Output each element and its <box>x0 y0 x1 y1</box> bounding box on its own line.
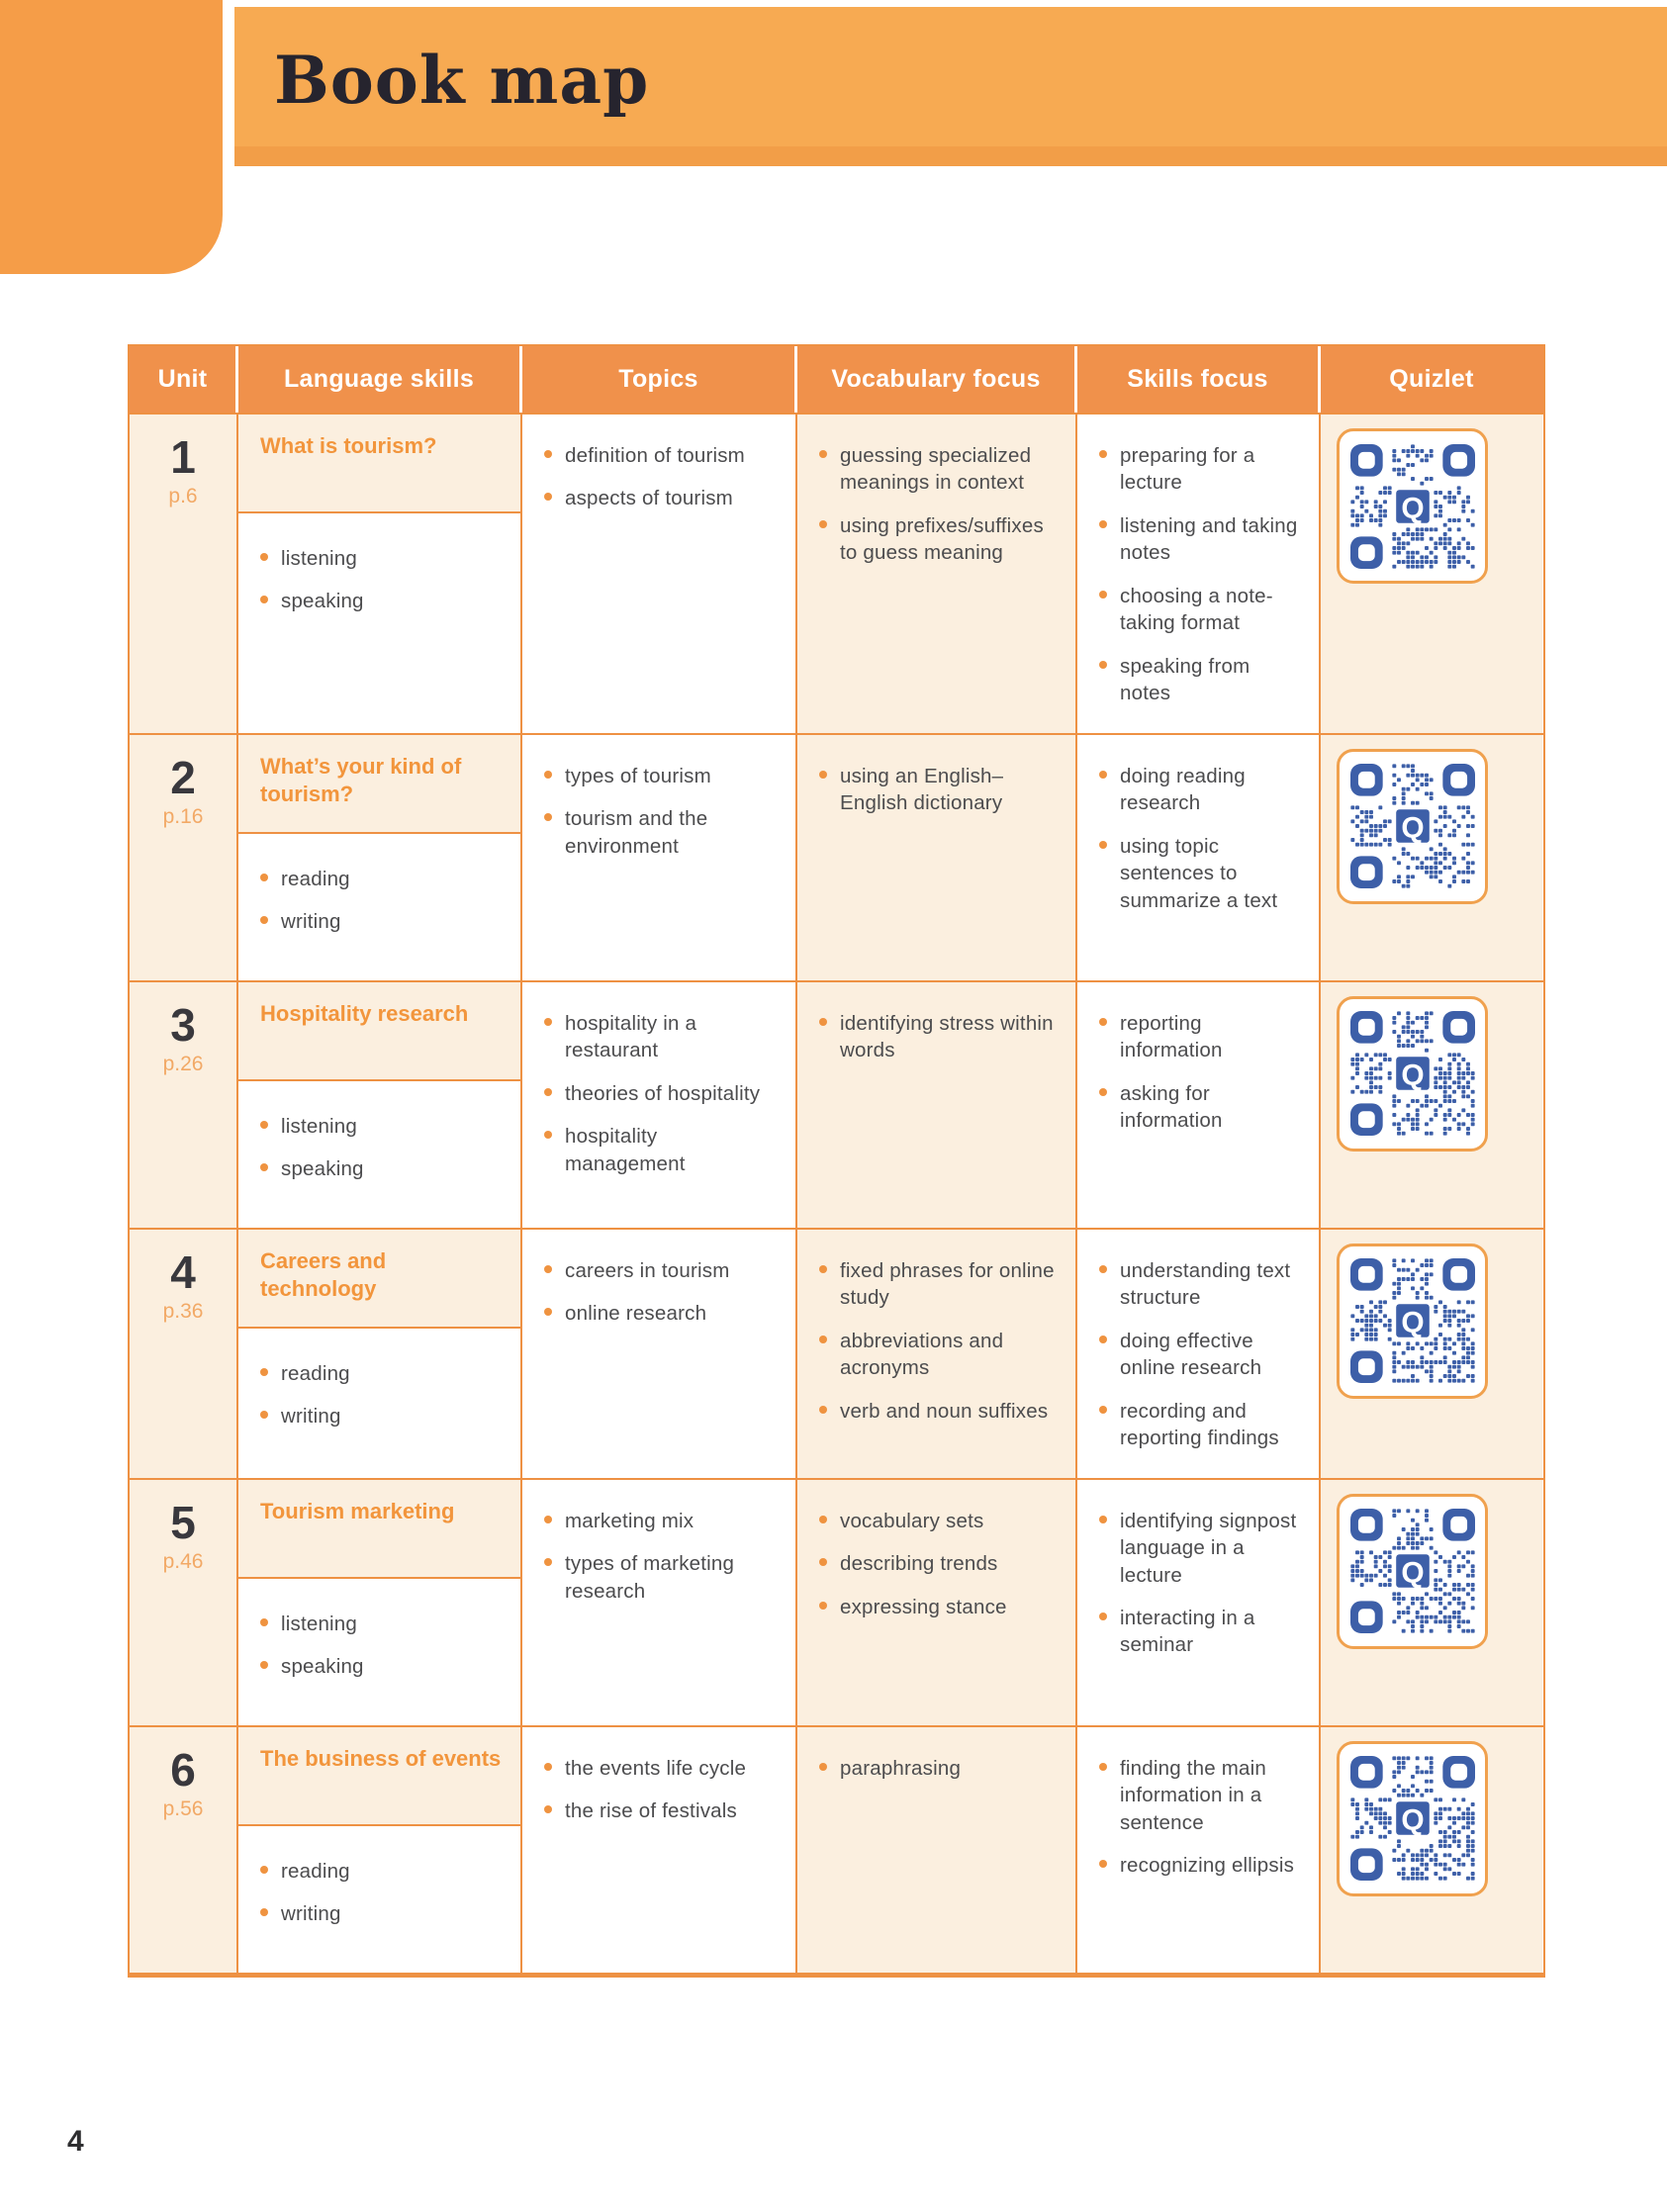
language-skills-item-text: reading <box>281 1859 350 1883</box>
skills-focus-item-text: listening and taking notes <box>1120 513 1298 565</box>
unit-cell <box>130 982 238 1228</box>
skills-focus-item-text: preparing for a lecture <box>1120 444 1255 495</box>
bullet-item <box>260 1653 507 1680</box>
quizlet-cell <box>1321 1727 1542 1973</box>
column-header-language-skills: Language skills <box>238 346 522 413</box>
skills-focus-item-text: doing reading research <box>1120 764 1246 815</box>
skills-focus-item-text: understanding text structure <box>1120 1258 1291 1310</box>
language-skills-list <box>238 1579 520 1706</box>
skills-focus-cell <box>1077 735 1321 980</box>
bullet-item <box>819 1257 1062 1312</box>
vocabulary-focus-item-text: abbreviations and acronyms <box>840 1329 1004 1380</box>
topics-item-text: hospitality management <box>565 1125 686 1175</box>
quizlet-qr-code-icon <box>1350 1756 1475 1881</box>
topics-list <box>522 735 795 885</box>
topics-cell <box>522 982 797 1228</box>
vocabulary-focus-item-text: paraphrasing <box>840 1756 962 1780</box>
topics-cell <box>522 1480 797 1725</box>
bullet-dot-icon <box>544 1516 552 1523</box>
skills-focus-cell <box>1077 415 1321 733</box>
unit-page-ref: p.6 <box>168 485 198 507</box>
bullet-item <box>1099 763 1305 817</box>
unit-title-box <box>238 1230 520 1329</box>
bullet-item <box>544 1550 782 1605</box>
vocabulary-focus-item-text: vocabulary sets <box>840 1509 984 1532</box>
bullet-dot-icon <box>1099 1018 1107 1026</box>
language-skills-list <box>238 1329 520 1456</box>
skills-focus-item-text: using topic sentences to summarize a text <box>1120 834 1278 912</box>
skills-focus-list <box>1077 1480 1319 1685</box>
bullet-dot-icon <box>544 450 552 458</box>
unit-number: 2 <box>170 751 196 803</box>
bullet-item <box>260 1900 507 1927</box>
bullet-dot-icon <box>544 1805 552 1813</box>
skills-focus-item-text: asking for information <box>1120 1081 1223 1133</box>
vocabulary-focus-list <box>797 1480 1075 1646</box>
skills-focus-item-text: interacting in a seminar <box>1120 1606 1255 1657</box>
quizlet-logo-letter: Q <box>1400 811 1425 845</box>
bullet-dot-icon <box>1099 520 1107 528</box>
unit-cell <box>130 1727 238 1973</box>
bullet-dot-icon <box>819 1763 827 1771</box>
vocabulary-focus-cell <box>797 1480 1077 1725</box>
unit-page-ref: p.16 <box>162 804 204 828</box>
topics-item-text: definition of tourism <box>565 444 745 467</box>
bullet-item <box>544 442 782 469</box>
column-header-vocabulary-focus: Vocabulary focus <box>797 346 1077 413</box>
unit-page-ref: p.46 <box>162 1549 204 1573</box>
bullet-dot-icon <box>1099 1265 1107 1273</box>
topics-item-text: types of tourism <box>565 764 711 787</box>
language-skills-item-text: listening <box>281 1612 358 1635</box>
bullet-dot-icon <box>260 1411 268 1419</box>
bullet-item <box>544 1300 782 1327</box>
bullet-dot-icon <box>544 1763 552 1771</box>
skills-focus-cell <box>1077 1230 1321 1478</box>
vocabulary-focus-item-text: verb and noun suffixes <box>840 1399 1049 1423</box>
bullet-dot-icon <box>260 1866 268 1874</box>
unit-number: 6 <box>170 1743 196 1796</box>
skills-focus-item-text: recording and reporting findings <box>1120 1399 1279 1450</box>
unit-title: What’s your kind of tourism? <box>260 753 462 807</box>
language-skills-cell <box>238 1727 522 1973</box>
bullet-item <box>544 1257 782 1284</box>
unit-title-box <box>238 415 520 513</box>
unit-number: 1 <box>170 431 196 483</box>
language-skills-item-text: listening <box>281 547 358 570</box>
table-row <box>130 980 1543 1228</box>
quizlet-qr-code-icon <box>1350 1509 1475 1633</box>
bullet-dot-icon <box>819 1406 827 1414</box>
quizlet-cell <box>1321 1230 1542 1478</box>
topics-item-text: theories of hospitality <box>565 1081 761 1105</box>
vocabulary-focus-cell <box>797 1727 1077 1973</box>
bullet-item <box>260 1403 507 1429</box>
bullet-item <box>1099 1257 1305 1312</box>
quizlet-qr-code-icon <box>1350 1258 1475 1383</box>
quizlet-qr-panel <box>1337 996 1488 1152</box>
topics-item-text: aspects of tourism <box>565 487 733 510</box>
bullet-dot-icon <box>544 1131 552 1139</box>
bullet-item <box>260 588 507 614</box>
unit-number: 4 <box>170 1245 196 1298</box>
topics-item-text: online research <box>565 1302 707 1326</box>
bullet-dot-icon <box>1099 1763 1107 1771</box>
bullet-dot-icon <box>1099 661 1107 669</box>
bullet-dot-icon <box>260 596 268 603</box>
bullet-dot-icon <box>544 813 552 821</box>
vocabulary-focus-item-text: using prefixes/suffixes to guess meaning <box>840 513 1044 565</box>
topics-item-text: marketing mix <box>565 1509 695 1532</box>
unit-page-ref: p.36 <box>162 1299 204 1323</box>
column-header-quizlet: Quizlet <box>1389 365 1474 393</box>
bullet-dot-icon <box>1099 1406 1107 1414</box>
bullet-dot-icon <box>260 1121 268 1129</box>
unit-title: Careers and technology <box>260 1247 387 1302</box>
unit-cell <box>130 1230 238 1478</box>
bullet-dot-icon <box>260 1163 268 1171</box>
bullet-item <box>544 763 782 789</box>
bullet-dot-icon <box>260 1368 268 1376</box>
quizlet-qr-code-icon <box>1350 1011 1475 1136</box>
language-skills-item-text: writing <box>281 1405 341 1429</box>
quizlet-cell <box>1321 735 1542 980</box>
bullet-dot-icon <box>819 1558 827 1566</box>
column-header-skills-focus: Skills focus <box>1077 346 1321 413</box>
page-title: Book map <box>274 42 650 119</box>
unit-page-ref: p.26 <box>162 1052 204 1075</box>
topics-cell <box>522 1230 797 1478</box>
topics-list <box>522 1230 795 1353</box>
bullet-item <box>819 1010 1062 1064</box>
language-skills-list <box>238 513 520 641</box>
vocabulary-focus-item-text: identifying stress within words <box>840 1011 1054 1062</box>
vocabulary-focus-list <box>797 735 1075 843</box>
skills-focus-item-text: identifying signpost language in a lecture <box>1120 1509 1297 1587</box>
column-header-unit: Unit <box>130 346 238 413</box>
quizlet-qr-panel <box>1337 1741 1488 1896</box>
skills-focus-item-text: doing effective online research <box>1120 1329 1262 1380</box>
vocabulary-focus-list <box>797 1230 1075 1450</box>
vocabulary-focus-item-text: expressing stance <box>840 1595 1007 1618</box>
quizlet-qr-panel <box>1337 1244 1488 1399</box>
vocabulary-focus-cell <box>797 415 1077 733</box>
language-skills-item-text: speaking <box>281 1157 364 1181</box>
topics-cell <box>522 735 797 980</box>
topics-list <box>522 415 795 538</box>
topics-item-text: the events life cycle <box>565 1756 747 1780</box>
bullet-item <box>260 545 507 572</box>
bullet-dot-icon <box>260 553 268 561</box>
language-skills-cell <box>238 982 522 1228</box>
unit-page-ref: p.56 <box>162 1797 204 1820</box>
quizlet-qr-code-icon <box>1350 444 1475 569</box>
bullet-item <box>1099 833 1305 914</box>
bullet-item <box>260 1611 507 1637</box>
table-row <box>130 413 1543 733</box>
bullet-dot-icon <box>819 1018 827 1026</box>
language-skills-item-text: listening <box>281 1114 358 1138</box>
bullet-dot-icon <box>260 916 268 924</box>
header-accent-strip <box>234 146 1667 166</box>
bullet-dot-icon <box>544 771 552 779</box>
bullet-item <box>260 908 507 935</box>
bullet-item <box>544 485 782 511</box>
language-skills-list <box>238 1081 520 1209</box>
bullet-dot-icon <box>1099 1336 1107 1343</box>
unit-title: Hospitality research <box>260 1000 469 1026</box>
bullet-dot-icon <box>260 1908 268 1916</box>
topics-item-text: tourism and the environment <box>565 807 708 858</box>
bullet-item <box>1099 512 1305 567</box>
unit-cell <box>130 1480 238 1725</box>
vocabulary-focus-cell <box>797 1230 1077 1478</box>
table-row <box>130 1228 1543 1478</box>
skills-focus-cell <box>1077 982 1321 1228</box>
unit-number: 3 <box>170 998 196 1051</box>
skills-focus-list <box>1077 735 1319 940</box>
bullet-item <box>1099 1755 1305 1836</box>
skills-focus-item-text: speaking from notes <box>1120 654 1250 705</box>
bullet-dot-icon <box>1099 1613 1107 1620</box>
bullet-dot-icon <box>544 1265 552 1273</box>
vocabulary-focus-list <box>797 1727 1075 1807</box>
language-skills-item-text: writing <box>281 910 341 934</box>
bullet-dot-icon <box>819 771 827 779</box>
quizlet-qr-panel <box>1337 1494 1488 1649</box>
vocabulary-focus-list <box>797 982 1075 1090</box>
bullet-item <box>544 1080 782 1107</box>
bullet-dot-icon <box>1099 1088 1107 1096</box>
language-skills-cell <box>238 1480 522 1725</box>
skills-focus-list <box>1077 982 1319 1160</box>
bullet-item <box>819 1398 1062 1425</box>
bullet-item <box>819 1328 1062 1382</box>
topics-item-text: types of marketing research <box>565 1552 735 1603</box>
vocabulary-focus-cell <box>797 735 1077 980</box>
bullet-dot-icon <box>1099 1860 1107 1868</box>
bullet-item <box>1099 1328 1305 1382</box>
bullet-dot-icon <box>544 1018 552 1026</box>
bullet-item <box>544 1010 782 1064</box>
language-skills-item-text: speaking <box>281 1655 364 1679</box>
bullet-item <box>1099 1852 1305 1879</box>
bullet-item <box>1099 1010 1305 1064</box>
skills-focus-list <box>1077 1230 1319 1478</box>
bullet-item <box>819 1550 1062 1577</box>
bullet-dot-icon <box>819 1265 827 1273</box>
bullet-dot-icon <box>1099 841 1107 849</box>
language-skills-item-text: speaking <box>281 590 364 613</box>
language-skills-item-text: reading <box>281 867 350 890</box>
topics-cell <box>522 415 797 733</box>
bullet-item <box>260 1858 507 1885</box>
bullet-dot-icon <box>1099 1516 1107 1523</box>
bullet-item <box>1099 1080 1305 1135</box>
quizlet-qr-panel <box>1337 428 1488 584</box>
topics-list <box>522 1727 795 1851</box>
quizlet-cell <box>1321 415 1542 733</box>
bullet-item <box>544 1123 782 1177</box>
page-header <box>234 7 1667 146</box>
bullet-dot-icon <box>819 450 827 458</box>
bullet-dot-icon <box>544 1088 552 1096</box>
vocabulary-focus-item-text: using an English–English dictionary <box>840 764 1004 815</box>
table-row <box>130 1478 1543 1725</box>
bullet-dot-icon <box>1099 450 1107 458</box>
vocabulary-focus-cell <box>797 982 1077 1228</box>
language-skills-list <box>238 834 520 962</box>
bullet-item <box>819 1594 1062 1620</box>
bullet-dot-icon <box>819 1516 827 1523</box>
bullet-item <box>819 442 1062 497</box>
bullet-dot-icon <box>1099 591 1107 599</box>
quizlet-cell <box>1321 982 1542 1228</box>
skills-focus-list <box>1077 1727 1319 1905</box>
unit-title-box <box>238 1727 520 1826</box>
quizlet-logo-letter: Q <box>1400 1306 1425 1339</box>
bullet-item <box>544 1797 782 1824</box>
topics-item-text: the rise of festivals <box>565 1799 737 1823</box>
bullet-item <box>260 1360 507 1387</box>
language-skills-cell <box>238 415 522 733</box>
vocabulary-focus-list <box>797 415 1075 593</box>
unit-number: 5 <box>170 1496 196 1548</box>
bullet-item <box>819 1755 1062 1782</box>
vocabulary-focus-item-text: guessing specialized meanings in context <box>840 444 1032 495</box>
language-skills-item-text: reading <box>281 1361 350 1385</box>
bullet-item <box>1099 1605 1305 1659</box>
table-header-row <box>130 346 1543 413</box>
unit-title-box <box>238 982 520 1081</box>
topics-list <box>522 1480 795 1630</box>
bullet-dot-icon <box>819 1336 827 1343</box>
language-skills-cell <box>238 735 522 980</box>
language-skills-cell <box>238 1230 522 1478</box>
unit-cell <box>130 735 238 980</box>
quizlet-cell <box>1321 1480 1542 1725</box>
skills-focus-item-text: choosing a note-taking format <box>1120 584 1273 635</box>
quizlet-qr-code-icon <box>1350 764 1475 888</box>
quizlet-logo-letter: Q <box>1400 491 1425 524</box>
skills-focus-item-text: recognizing ellipsis <box>1120 1853 1295 1877</box>
skills-focus-cell <box>1077 1480 1321 1725</box>
bullet-item <box>1099 1398 1305 1452</box>
bullet-dot-icon <box>260 1661 268 1669</box>
bullet-item <box>260 866 507 892</box>
bullet-item <box>1099 1508 1305 1589</box>
unit-title: What is tourism? <box>260 433 437 458</box>
bullet-dot-icon <box>1099 771 1107 779</box>
unit-cell <box>130 415 238 733</box>
bullet-dot-icon <box>260 874 268 881</box>
bullet-dot-icon <box>260 1618 268 1626</box>
bullet-item <box>260 1113 507 1140</box>
topics-item-text: careers in tourism <box>565 1258 730 1282</box>
unit-title-box <box>238 1480 520 1579</box>
quizlet-qr-panel <box>1337 749 1488 904</box>
unit-title: The business of events <box>260 1745 502 1771</box>
bullet-item <box>819 763 1062 817</box>
skills-focus-item-text: reporting information <box>1120 1011 1223 1062</box>
bullet-item <box>544 805 782 860</box>
quizlet-logo-letter: Q <box>1400 1803 1425 1837</box>
quizlet-logo-letter: Q <box>1400 1556 1425 1590</box>
corner-decoration <box>0 0 223 274</box>
bullet-item <box>1099 442 1305 497</box>
skills-focus-cell <box>1077 1727 1321 1973</box>
bullet-item <box>1099 653 1305 707</box>
column-header-topics: Topics <box>522 346 797 413</box>
unit-title: Tourism marketing <box>260 1498 455 1523</box>
bullet-dot-icon <box>544 493 552 501</box>
language-skills-item-text: writing <box>281 1902 341 1926</box>
language-skills-list <box>238 1826 520 1954</box>
topics-cell <box>522 1727 797 1973</box>
quizlet-logo-letter: Q <box>1400 1059 1425 1092</box>
unit-title-box <box>238 735 520 834</box>
table-row <box>130 733 1543 980</box>
book-map-table <box>128 344 1545 1978</box>
table-row <box>130 1725 1543 1973</box>
skills-focus-list <box>1077 415 1319 733</box>
bullet-item <box>544 1508 782 1534</box>
bullet-dot-icon <box>544 1558 552 1566</box>
table-body <box>130 413 1543 1973</box>
skills-focus-item-text: finding the main information in a sentence <box>1120 1756 1266 1834</box>
bullet-dot-icon <box>819 520 827 528</box>
vocabulary-focus-item-text: fixed phrases for online study <box>840 1258 1055 1310</box>
bullet-item <box>819 512 1062 567</box>
bullet-dot-icon <box>544 1308 552 1316</box>
bullet-item <box>260 1155 507 1182</box>
bullet-item <box>819 1508 1062 1534</box>
topics-item-text: hospitality in a restaurant <box>565 1011 697 1062</box>
topics-list <box>522 982 795 1203</box>
bullet-item <box>1099 583 1305 637</box>
bullet-dot-icon <box>819 1602 827 1610</box>
page-number: 4 <box>67 2125 84 2158</box>
vocabulary-focus-item-text: describing trends <box>840 1552 998 1576</box>
bullet-item <box>544 1755 782 1782</box>
